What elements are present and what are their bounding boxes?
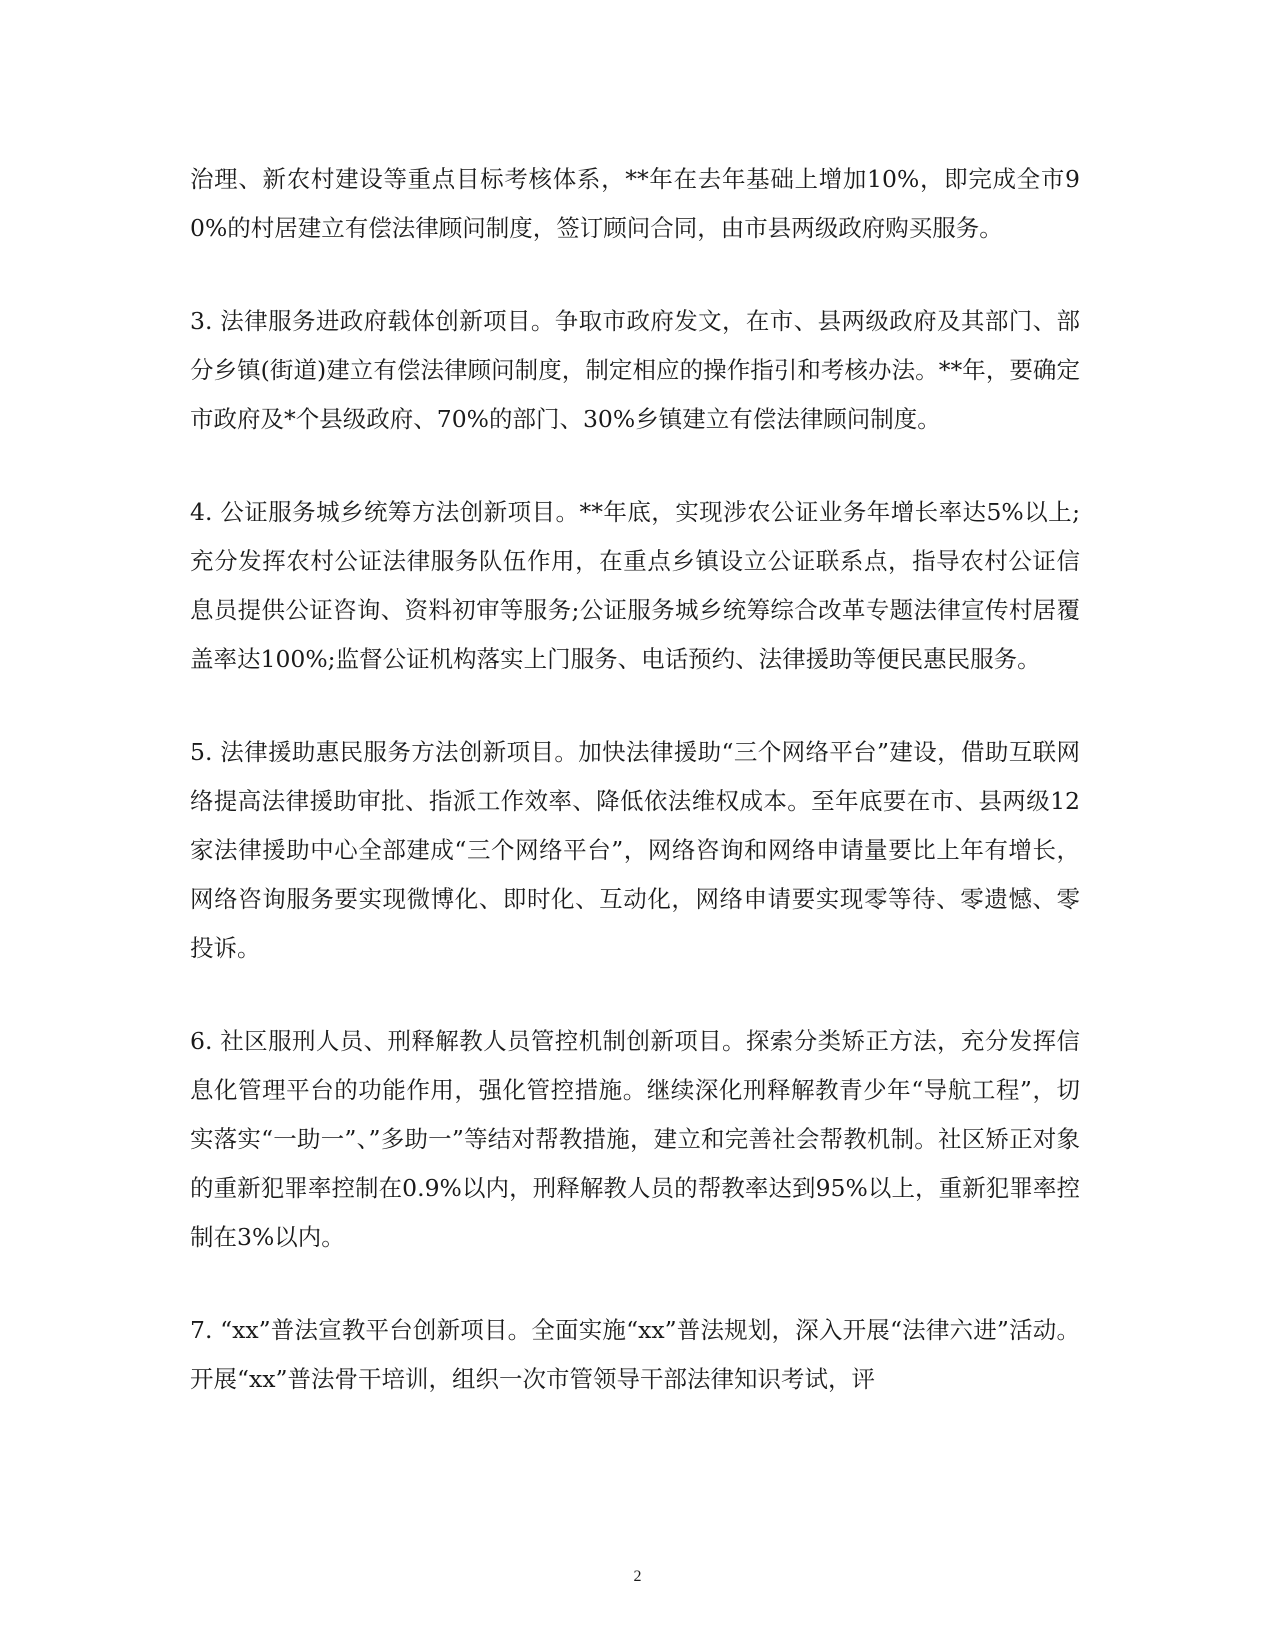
- paragraph-item-3: 3. 法律服务进政府载体创新项目。争取市政府发文，在市、县两级政府及其部门、部分乡镇(街道)建立有偿法律顾问制度，制定相应的操作指引和考核办法。**年，要确定市政府及*个县级政府、70%的部门、30%乡镇建立有偿法律顾问制度。: [190, 307, 1080, 433]
- document-body: [190, 155, 1080, 1448]
- paragraph-continuation: 治理、新农村建设等重点目标考核体系，**年在去年基础上增加10%，即完成全市90%的村居建立有偿法律顾问制度，签订顾问合同，由市县两级政府购买服务。: [190, 165, 1080, 242]
- paragraph-item-5: 5. 法律援助惠民服务方法创新项目。加快法律援助“三个网络平台”建设，借助互联网络提高法律援助审批、指派工作效率、降低依法维权成本。至年底要在市、县两级12家法律援助中心全部建成“三个网络平台”，网络咨询和网络申请量要比上年有增长，网络咨询服务要实现微博化、即时化、互动化，网络申请要实现零等待、零遗憾、零投诉。: [190, 738, 1080, 962]
- page-number: 2: [633, 1568, 642, 1585]
- paragraph-item-4: 4. 公证服务城乡统筹方法创新项目。**年底，实现涉农公证业务年增长率达5%以上;充分发挥农村公证法律服务队伍作用，在重点乡镇设立公证联系点，指导农村公证信息员提供公证咨询、资料初审等服务;公证服务城乡统筹综合改革专题法律宣传村居覆盖率达100%;监督公证机构落实上门服务、电话预约、法律援助等便民惠民服务。: [190, 498, 1080, 673]
- paragraph-item-7: 7. “xx”普法宣教平台创新项目。全面实施“xx”普法规划，深入开展“法律六进”活动。开展“xx”普法骨干培训，组织一次市管领导干部法律知识考试，评: [190, 1316, 1080, 1393]
- paragraph-item-6: 6. 社区服刑人员、刑释解教人员管控机制创新项目。探索分类矫正方法，充分发挥信息化管理平台的功能作用，强化管控措施。继续深化刑释解教青少年“导航工程”，切实落实“一助一”、”多助一”等结对帮教措施，建立和完善社会帮教机制。社区矫正对象的重新犯罪率控制在0.9%以内，刑释解教人员的帮教率达到95%以上，重新犯罪率控制在3%以内。: [190, 1027, 1080, 1251]
